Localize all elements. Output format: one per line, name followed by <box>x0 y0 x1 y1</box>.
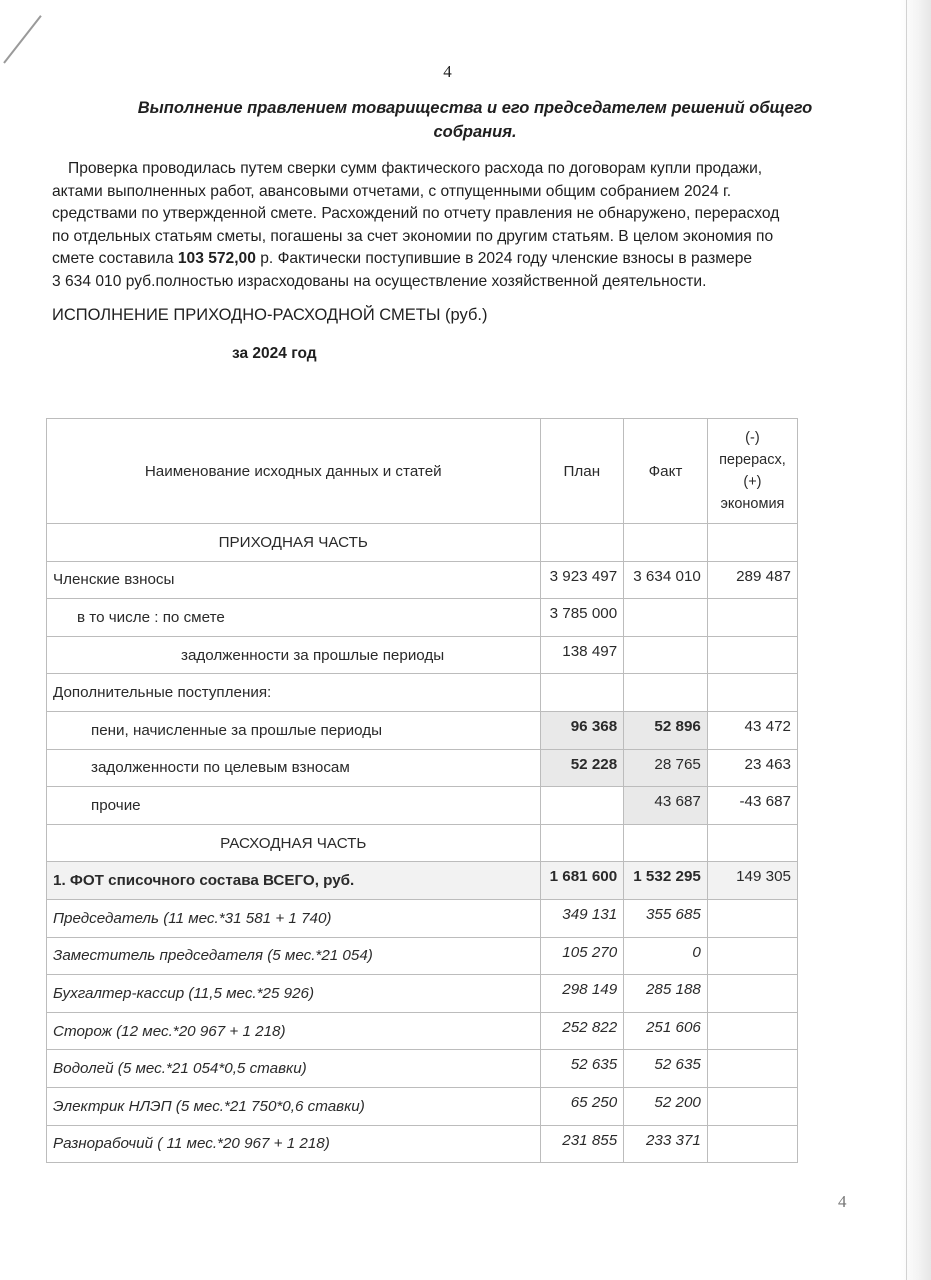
estimate-title: ИСПОЛНЕНИЕ ПРИХОДНО-РАСХОДНОЙ СМЕТЫ (руб.) <box>52 306 488 324</box>
row-fact: 28 765 <box>624 749 708 787</box>
row-plan: 96 368 <box>540 711 624 749</box>
estimate-period: за 2024 год <box>232 345 317 362</box>
table-row-other <box>47 787 798 825</box>
savings-amount: 103 572,00 <box>177 250 256 268</box>
row-name: в то числе : по смете <box>47 599 541 637</box>
row-plan: 52 635 <box>540 1050 624 1088</box>
table-row-payroll-total <box>47 862 798 900</box>
table-row-electrician <box>47 1087 798 1125</box>
footer-page-mark: 4 <box>838 1192 847 1211</box>
scan-edge-line <box>906 0 907 1280</box>
intro-paragraph <box>52 158 842 294</box>
row-plan: 65 250 <box>540 1087 624 1125</box>
intro-line-5-start: смете составила <box>52 250 174 268</box>
row-fact: 3 634 010 <box>624 561 708 599</box>
table-row-past-debts <box>47 636 798 674</box>
row-fact: 52 635 <box>624 1050 708 1088</box>
row-plan: 105 270 <box>540 937 624 975</box>
row-plan <box>540 787 624 825</box>
intro-line-5 <box>52 248 842 271</box>
row-fact: 233 371 <box>624 1125 708 1163</box>
row-name: Бухгалтер-кассир (11,5 мес.*25 926) <box>47 975 541 1013</box>
table-row-plumber <box>47 1050 798 1088</box>
header-fact: Факт <box>624 419 708 524</box>
row-economy: -43 687 <box>707 787 797 825</box>
row-name: Заместитель председателя (5 мес.*21 054) <box>47 937 541 975</box>
header-name: Наименование исходных данных и статей <box>47 419 541 524</box>
row-economy: 23 463 <box>707 749 797 787</box>
table-row-income-title <box>47 524 798 562</box>
table-row-deputy <box>47 937 798 975</box>
intro-line-4: по отдельных статьям сметы, погашены за счет экономии по другим статьям. В целом экономия по <box>52 227 774 245</box>
intro-line-6: 3 634 010 руб.полностью израсходованы на осуществление хозяйственной деятельности. <box>52 272 707 290</box>
row-name: задолженности по целевым взносам <box>47 749 541 787</box>
row-name: прочие <box>47 787 541 825</box>
table-row-membership-fees <box>47 561 798 599</box>
row-plan: 3 923 497 <box>540 561 624 599</box>
row-name: Председатель (11 мес.*31 581 + 1 740) <box>47 899 541 937</box>
intro-line-2: актами выполненных работ, авансовыми отчетами, с отпущенными общим собранием 2024 г. <box>52 182 732 200</box>
intro-line-3: средствами по утвержденной смете. Расхождений по отчету правления не обнаружено, перерасход <box>52 205 780 223</box>
row-name: Сторож (12 мес.*20 967 + 1 218) <box>47 1012 541 1050</box>
row-plan: 231 855 <box>540 1125 624 1163</box>
row-fact: 52 896 <box>624 711 708 749</box>
intro-line-5-end: р. Фактически поступившие в 2024 году членские взносы в размере <box>260 250 753 268</box>
section-heading: Выполнение правлением товарищества и его председателем решений общего собрания. <box>137 99 813 141</box>
table-row-expense-title <box>47 824 798 862</box>
row-name: 1. ФОТ списочного состава ВСЕГО, руб. <box>47 862 541 900</box>
intro-line-1: Проверка проводилась путем сверки сумм фактического расхода по договорам купли продажи, <box>68 160 763 177</box>
expense-section-title: РАСХОДНАЯ ЧАСТЬ <box>47 824 541 862</box>
row-fact: 355 685 <box>624 899 708 937</box>
header-economy-line-1: (-) <box>745 430 760 446</box>
table-row-additional <box>47 674 798 712</box>
row-fact: 1 532 295 <box>624 862 708 900</box>
header-economy-line-3: (+) <box>743 474 762 490</box>
row-plan: 138 497 <box>540 636 624 674</box>
row-economy: 43 472 <box>707 711 797 749</box>
row-name: Электрик НЛЭП (5 мес.*21 750*0,6 ставки) <box>47 1087 541 1125</box>
scan-corner-mark <box>3 15 42 64</box>
row-plan: 52 228 <box>540 749 624 787</box>
row-name: Дополнительные поступления: <box>47 674 541 712</box>
row-economy: 149 305 <box>707 862 797 900</box>
table-row-chairman <box>47 899 798 937</box>
row-name: задолженности за прошлые периоды <box>47 636 541 674</box>
table-header-row <box>47 419 798 524</box>
table-row-penalties <box>47 711 798 749</box>
row-plan: 1 681 600 <box>540 862 624 900</box>
row-fact: 0 <box>624 937 708 975</box>
row-name: Разнорабочий ( 11 мес.*20 967 + 1 218) <box>47 1125 541 1163</box>
row-fact: 52 200 <box>624 1087 708 1125</box>
page-number: 4 <box>443 62 452 81</box>
table-row-accountant <box>47 975 798 1013</box>
header-economy-line-2: перерасх, <box>719 452 786 468</box>
row-fact: 43 687 <box>624 787 708 825</box>
header-economy <box>707 419 797 524</box>
row-plan: 3 785 000 <box>540 599 624 637</box>
estimate-table <box>46 418 798 1163</box>
row-name: Водолей (5 мес.*21 054*0,5 ставки) <box>47 1050 541 1088</box>
table-row-incl-estimate <box>47 599 798 637</box>
row-name: Членские взносы <box>47 561 541 599</box>
row-plan: 349 131 <box>540 899 624 937</box>
income-section-title: ПРИХОДНАЯ ЧАСТЬ <box>47 524 541 562</box>
row-fact: 251 606 <box>624 1012 708 1050</box>
row-economy: 289 487 <box>707 561 797 599</box>
table-row-laborer <box>47 1125 798 1163</box>
header-plan: План <box>540 419 624 524</box>
row-plan: 252 822 <box>540 1012 624 1050</box>
row-plan: 298 149 <box>540 975 624 1013</box>
table-row-target-debts <box>47 749 798 787</box>
header-economy-line-4: экономия <box>720 496 785 512</box>
row-name: пени, начисленные за прошлые периоды <box>47 711 541 749</box>
table-row-guard <box>47 1012 798 1050</box>
row-fact: 285 188 <box>624 975 708 1013</box>
